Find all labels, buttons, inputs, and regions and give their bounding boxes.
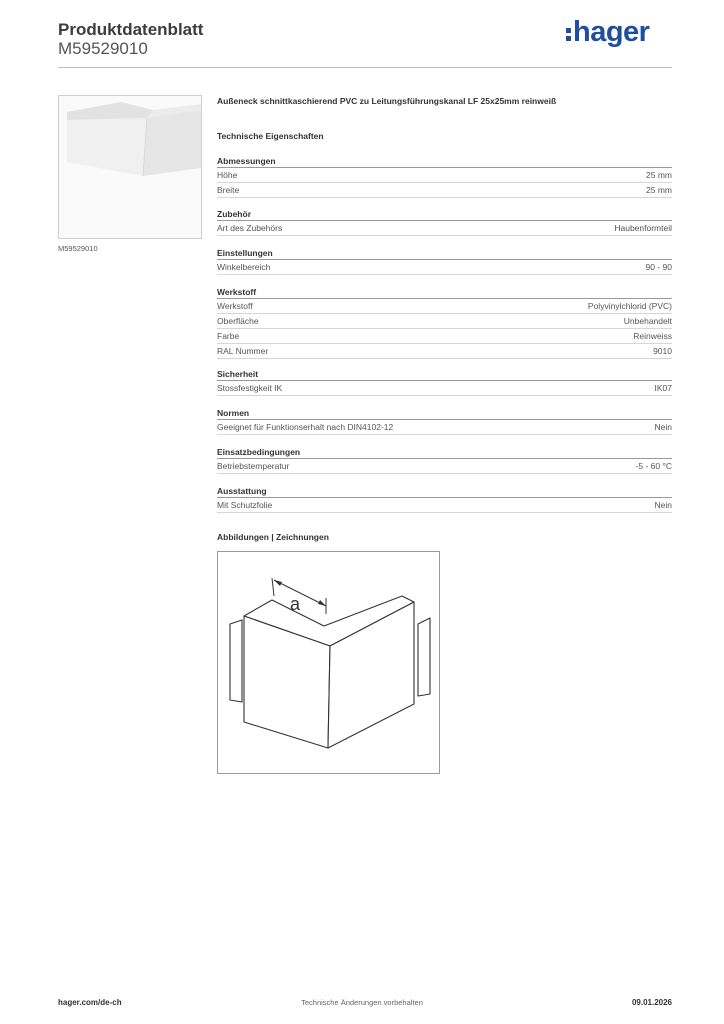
property-label: Höhe xyxy=(217,170,238,180)
section-safety xyxy=(217,368,672,396)
property-label: Farbe xyxy=(217,331,240,341)
section-equipment xyxy=(217,485,672,513)
property-value: IK07 xyxy=(654,383,672,393)
property-row xyxy=(217,344,672,359)
property-label: Winkelbereich xyxy=(217,262,271,272)
section-title: Ausstattung xyxy=(217,485,672,498)
property-row xyxy=(217,183,672,198)
image-caption: M59529010 xyxy=(58,244,98,253)
property-value: Nein xyxy=(654,422,672,432)
product-photo-icon xyxy=(59,96,201,238)
section-settings xyxy=(217,247,672,275)
section-title: Einstellungen xyxy=(217,247,672,260)
property-label: Art des Zubehörs xyxy=(217,223,283,233)
footer-website-link[interactable]: hager.com/de-ch xyxy=(58,998,122,1007)
property-value: 25 mm xyxy=(646,185,672,195)
property-row xyxy=(217,329,672,344)
property-label: RAL Nummer xyxy=(217,346,269,356)
property-row xyxy=(217,314,672,329)
property-value: -5 - 60 °C xyxy=(635,461,672,471)
property-label: Stossfestigkeit IK xyxy=(217,383,283,393)
property-row xyxy=(217,299,672,314)
property-value: Haubenformteil xyxy=(614,223,672,233)
header-divider xyxy=(58,67,672,68)
dimension-label: a xyxy=(290,594,301,614)
property-row xyxy=(217,381,672,396)
section-title: Einsatzbedingungen xyxy=(217,446,672,459)
property-label: Geeignet für Funktionserhalt nach DIN4102-12 xyxy=(217,422,394,432)
product-code: M59529010 xyxy=(58,39,148,58)
drawings-heading: Abbildungen | Zeichnungen xyxy=(217,532,329,542)
section-accessories xyxy=(217,208,672,236)
section-operating-conditions xyxy=(217,446,672,474)
property-value: Polyvinylchlorid (PVC) xyxy=(587,301,672,311)
property-label: Werkstoff xyxy=(217,301,253,311)
property-row xyxy=(217,168,672,183)
outer-corner-drawing-icon xyxy=(218,552,439,773)
property-row xyxy=(217,459,672,474)
property-row xyxy=(217,420,672,435)
section-title: Normen xyxy=(217,407,672,420)
property-row xyxy=(217,498,672,513)
section-material xyxy=(217,286,672,359)
technical-properties-heading: Technische Eigenschaften xyxy=(217,131,324,141)
technical-drawing xyxy=(217,551,440,774)
footer-disclaimer: Technische Änderungen vorbehalten xyxy=(301,998,423,1007)
property-label: Mit Schutzfolie xyxy=(217,500,273,510)
section-title: Werkstoff xyxy=(217,286,672,299)
section-standards xyxy=(217,407,672,435)
property-row xyxy=(217,260,672,275)
logo-text: hager xyxy=(573,16,650,48)
property-label: Betriebstemperatur xyxy=(217,461,290,471)
section-title: Zubehör xyxy=(217,208,672,221)
property-label: Breite xyxy=(217,185,240,195)
property-value: Nein xyxy=(654,500,672,510)
property-value: 9010 xyxy=(653,346,672,356)
property-value: 90 - 90 xyxy=(645,262,672,272)
property-value: Reinweiss xyxy=(633,331,672,341)
property-row xyxy=(217,221,672,236)
section-title: Abmessungen xyxy=(217,155,672,168)
brand-logo xyxy=(566,16,649,49)
page-title: Produktdatenblatt xyxy=(58,20,204,39)
property-label: Oberfläche xyxy=(217,316,259,326)
section-title: Sicherheit xyxy=(217,368,672,381)
section-dimensions xyxy=(217,155,672,198)
logo-dots-icon xyxy=(566,24,571,42)
product-image xyxy=(58,95,202,239)
property-value: Unbehandelt xyxy=(623,316,672,326)
footer-date: 09.01.2026 xyxy=(631,998,672,1007)
property-value: 25 mm xyxy=(646,170,672,180)
product-title: Außeneck schnittkaschierend PVC zu Leitungsführungskanal LF 25x25mm reinweiß xyxy=(217,96,557,106)
